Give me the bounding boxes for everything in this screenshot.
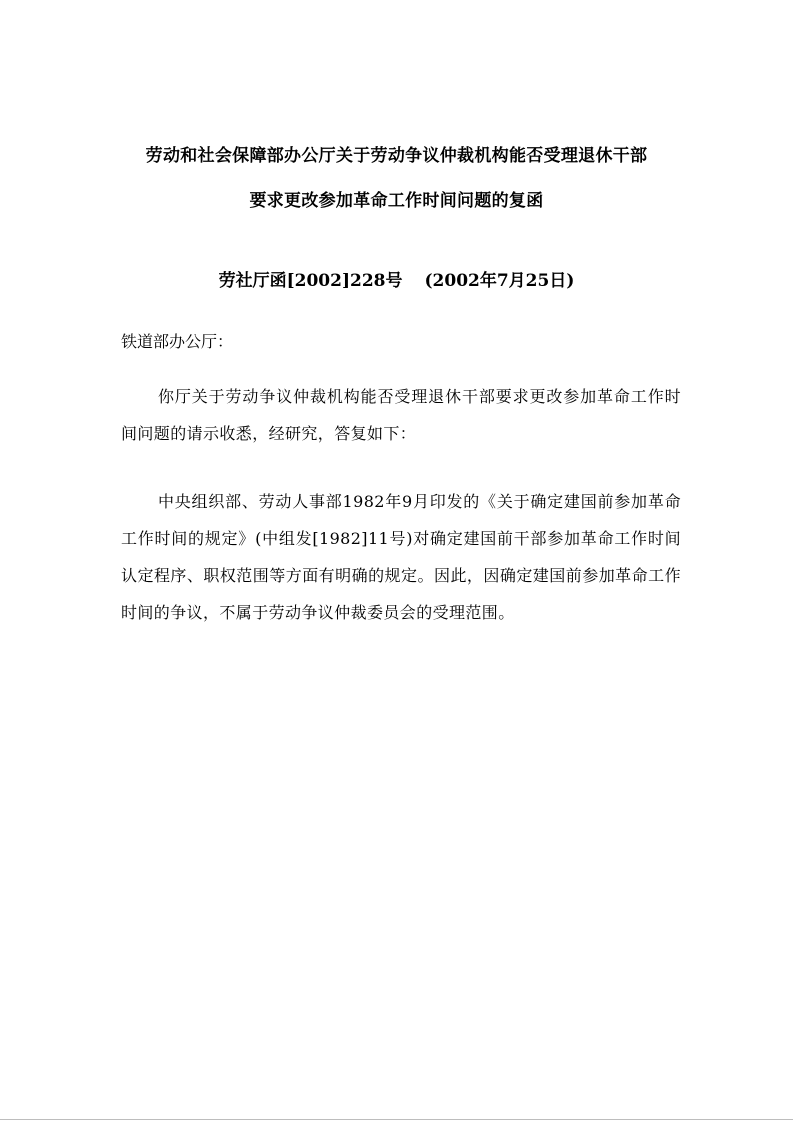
document-title-line-2: 要求更改参加革命工作时间问题的复函 <box>249 191 544 211</box>
page-bottom-divider <box>0 1119 793 1120</box>
document-title-line-1: 劳动和社会保障部办公厅关于劳动争议仲裁机构能否受理退休干部 <box>145 146 648 166</box>
document-reference <box>0 266 793 291</box>
body-paragraph-1: 你厅关于劳动争议仲裁机构能否受理退休干部要求更改参加革命工作时间问题的请示收悉，经研究，答复如下： <box>121 387 681 443</box>
document-number: 劳社厅函[2002]228号 <box>218 271 403 291</box>
body-paragraph-2: 中央组织部、劳动人事部1982年9月印发的《关于确定建国前参加革命工作时间的规定》(中组发[1982]11号)对确定建国前干部参加革命工作时间认定程序、职权范围等方面有明确的规定。因此，因确定建国前参加革命工作时间的争议，不属于劳动争议仲裁委员会的受理范围。 <box>121 492 681 622</box>
salutation: 铁道部办公厅： <box>121 332 234 351</box>
document-date: (2002年7月25日) <box>424 271 575 291</box>
